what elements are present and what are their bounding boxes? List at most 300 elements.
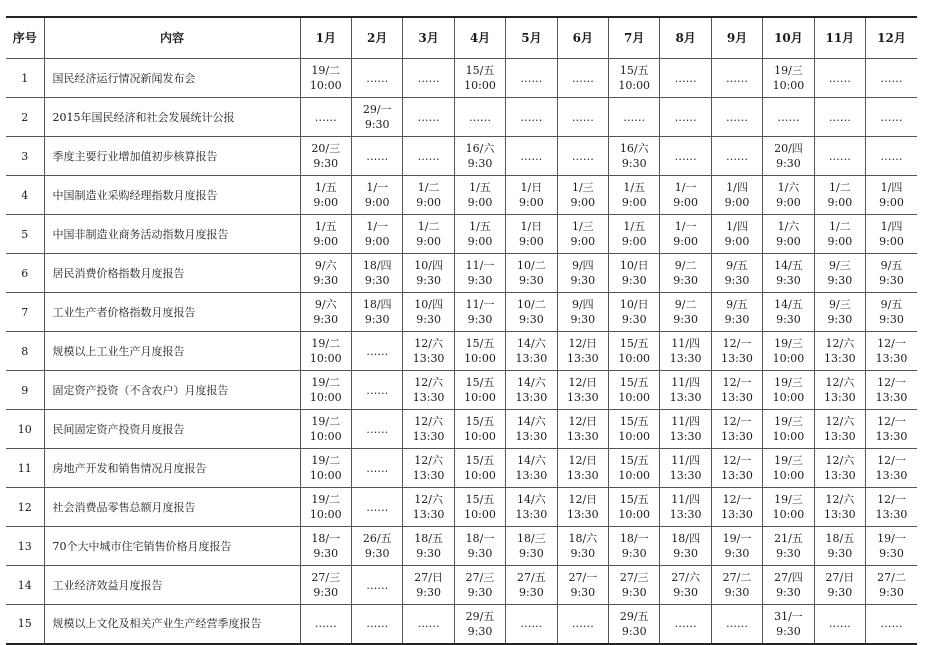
- schedule-cell-month-5: [506, 371, 557, 410]
- row-content: 70个大中城市住宅销售价格月度报告: [44, 527, 300, 566]
- schedule-cell-month-4: [454, 410, 505, 449]
- schedule-cell-month-12: [866, 254, 917, 293]
- no-release-marker: ……: [828, 110, 851, 124]
- release-time: 10:00: [772, 469, 805, 482]
- release-date: 12/日: [568, 454, 598, 467]
- release-time: 10:00: [464, 508, 496, 521]
- row-index: 9: [6, 371, 44, 410]
- release-date: 1/日: [520, 220, 543, 233]
- release-date: 10/四: [414, 259, 443, 272]
- schedule-cell-month-7: [609, 254, 660, 293]
- release-date: 12/六: [825, 493, 855, 506]
- schedule-cell-month-9: [711, 176, 762, 215]
- release-date: 1/五: [469, 181, 491, 194]
- schedule-cell-month-5: [506, 176, 557, 215]
- release-date: 1/四: [726, 220, 748, 233]
- release-date: 12/六: [414, 493, 443, 506]
- release-date: 11/一: [465, 298, 495, 311]
- schedule-cell-month-5: [506, 137, 557, 176]
- release-time: 9:00: [724, 196, 750, 209]
- schedule-cell-month-4: [454, 488, 505, 527]
- schedule-cell-month-1: [300, 527, 351, 566]
- schedule-cell-month-11: [814, 176, 865, 215]
- release-date: 9/五: [880, 298, 903, 311]
- release-date: 15/五: [619, 415, 649, 428]
- release-time: 10:00: [309, 430, 342, 443]
- release-date: 16/六: [465, 142, 495, 155]
- release-date: 18/一: [619, 532, 649, 545]
- schedule-cell-month-10: [763, 449, 814, 488]
- release-date: 12/日: [568, 493, 598, 506]
- header-content: 内容: [44, 17, 300, 59]
- release-time: 9:30: [673, 274, 698, 287]
- release-time: 13:30: [721, 391, 753, 404]
- release-time: 13:30: [823, 352, 856, 365]
- row-content: 工业生产者价格指数月度报告: [44, 293, 300, 332]
- schedule-cell-month-5: [506, 332, 557, 371]
- table-row: [6, 566, 917, 605]
- release-date: 9/三: [828, 259, 851, 272]
- schedule-cell-month-1: [300, 605, 351, 644]
- release-time: 13:30: [412, 391, 445, 404]
- schedule-cell-month-11: [814, 449, 865, 488]
- schedule-cell-month-2: [351, 605, 402, 644]
- release-time: 13:30: [515, 430, 548, 443]
- release-time: 13:30: [566, 469, 599, 482]
- release-date: 9/四: [571, 298, 594, 311]
- no-release-marker: ……: [417, 149, 440, 163]
- release-date: 14/六: [517, 376, 546, 389]
- release-time: 9:30: [879, 313, 904, 326]
- release-date: 12/一: [877, 493, 906, 506]
- table-row: [6, 98, 917, 137]
- no-release-marker: ……: [674, 110, 697, 124]
- schedule-cell-month-6: [557, 605, 608, 644]
- no-release-marker: ……: [726, 110, 749, 124]
- schedule-cell-month-10: [763, 176, 814, 215]
- release-time: 9:00: [776, 196, 801, 209]
- schedule-cell-month-3: [403, 98, 454, 137]
- header-month-10: 10月: [763, 17, 814, 59]
- release-time: 9:30: [776, 313, 801, 326]
- no-release-marker: ……: [571, 71, 594, 85]
- row-index: 1: [6, 59, 44, 98]
- schedule-cell-month-1: [300, 254, 351, 293]
- schedule-cell-month-10: [763, 215, 814, 254]
- release-time: 10:00: [464, 469, 496, 482]
- row-index: 7: [6, 293, 44, 332]
- table-row: [6, 527, 917, 566]
- release-date: 11/四: [671, 454, 700, 467]
- schedule-cell-month-11: [814, 332, 865, 371]
- release-time: 9:30: [621, 157, 647, 170]
- release-date: 15/五: [619, 454, 649, 467]
- release-date: 19/三: [774, 337, 803, 350]
- schedule-cell-month-4: [454, 176, 505, 215]
- release-time: 9:00: [621, 196, 647, 209]
- release-time: 9:30: [519, 313, 544, 326]
- schedule-cell-month-3: [403, 527, 454, 566]
- schedule-cell-month-3: [403, 488, 454, 527]
- schedule-cell-month-2: [351, 215, 402, 254]
- release-time: 13:30: [823, 430, 856, 443]
- release-date: 12/一: [877, 415, 906, 428]
- schedule-cell-month-11: [814, 137, 865, 176]
- schedule-cell-month-6: [557, 566, 608, 605]
- schedule-cell-month-4: [454, 371, 505, 410]
- row-content: 季度主要行业增加值初步核算报告: [44, 137, 300, 176]
- row-index: 6: [6, 254, 44, 293]
- schedule-cell-month-2: [351, 332, 402, 371]
- schedule-cell-month-4: [454, 293, 505, 332]
- release-time: 9:30: [827, 274, 853, 287]
- schedule-cell-month-4: [454, 605, 505, 644]
- no-release-marker: ……: [674, 617, 697, 631]
- schedule-cell-month-4: [454, 215, 505, 254]
- release-date: 12/六: [414, 454, 443, 467]
- schedule-cell-month-3: [403, 59, 454, 98]
- schedule-cell-month-9: [711, 566, 762, 605]
- release-time: 9:30: [364, 118, 390, 131]
- schedule-cell-month-11: [814, 410, 865, 449]
- no-release-marker: ……: [520, 617, 543, 631]
- schedule-cell-month-12: [866, 215, 917, 254]
- no-release-marker: ……: [417, 110, 440, 124]
- schedule-cell-month-1: [300, 215, 351, 254]
- release-date: 1/一: [674, 181, 697, 194]
- release-time: 13:30: [412, 352, 445, 365]
- no-release-marker: ……: [520, 71, 543, 85]
- release-time: 10:00: [309, 508, 342, 521]
- schedule-cell-month-9: [711, 371, 762, 410]
- schedule-cell-month-6: [557, 527, 608, 566]
- no-release-marker: ……: [880, 149, 903, 163]
- schedule-cell-month-1: [300, 293, 351, 332]
- row-index: 3: [6, 137, 44, 176]
- schedule-cell-month-9: [711, 527, 762, 566]
- release-time: 10:00: [772, 79, 805, 92]
- no-release-marker: ……: [366, 383, 389, 397]
- release-time: 9:30: [416, 313, 441, 326]
- schedule-cell-month-9: [711, 137, 762, 176]
- release-time: 10:00: [618, 430, 651, 443]
- release-time: 13:30: [875, 430, 908, 443]
- release-time: 9:30: [724, 547, 750, 560]
- schedule-cell-month-7: [609, 293, 660, 332]
- no-release-marker: ……: [314, 110, 337, 124]
- no-release-marker: ……: [571, 149, 594, 163]
- release-time: 13:30: [566, 391, 599, 404]
- release-time: 13:30: [669, 430, 702, 443]
- schedule-cell-month-9: [711, 449, 762, 488]
- release-date: 19/二: [311, 337, 341, 350]
- header-row: [6, 17, 917, 59]
- release-date: 1/五: [469, 220, 491, 233]
- release-date: 9/五: [726, 259, 748, 272]
- release-time: 10:00: [309, 469, 342, 482]
- release-date: 29/五: [619, 609, 649, 623]
- schedule-cell-month-7: [609, 371, 660, 410]
- schedule-cell-month-9: [711, 488, 762, 527]
- release-time: 9:30: [467, 157, 493, 170]
- no-release-marker: ……: [366, 71, 389, 85]
- release-time: 9:30: [519, 586, 544, 599]
- schedule-cell-month-8: [660, 410, 711, 449]
- schedule-cell-month-5: [506, 410, 557, 449]
- schedule-cell-month-3: [403, 449, 454, 488]
- schedule-cell-month-7: [609, 98, 660, 137]
- release-date: 18/四: [671, 532, 700, 545]
- schedule-cell-month-5: [506, 605, 557, 644]
- release-time: 9:30: [879, 274, 904, 287]
- schedule-cell-month-9: [711, 59, 762, 98]
- schedule-cell-month-5: [506, 449, 557, 488]
- header-idx: 序号: [6, 17, 44, 59]
- release-date: 12/一: [722, 337, 752, 350]
- header-month-6: 6月: [557, 17, 608, 59]
- schedule-cell-month-1: [300, 98, 351, 137]
- release-time: 9:00: [827, 235, 853, 248]
- schedule-cell-month-1: [300, 176, 351, 215]
- schedule-cell-month-3: [403, 137, 454, 176]
- release-time: 13:30: [412, 430, 445, 443]
- release-time: 9:00: [879, 196, 904, 209]
- release-time: 9:30: [364, 313, 390, 326]
- release-date: 9/四: [571, 259, 594, 272]
- release-date: 11/一: [465, 259, 495, 272]
- release-date: 10/二: [517, 259, 546, 272]
- schedule-cell-month-6: [557, 59, 608, 98]
- release-date: 12/一: [722, 415, 752, 428]
- schedule-cell-month-8: [660, 59, 711, 98]
- release-date: 11/四: [671, 337, 700, 350]
- header-month-4: 4月: [454, 17, 505, 59]
- schedule-cell-month-11: [814, 488, 865, 527]
- release-time: 9:30: [364, 274, 390, 287]
- release-time: 9:00: [416, 235, 441, 248]
- schedule-cell-month-12: [866, 605, 917, 644]
- release-time: 13:30: [721, 430, 753, 443]
- schedule-cell-month-12: [866, 98, 917, 137]
- release-time: 10:00: [772, 508, 805, 521]
- schedule-cell-month-11: [814, 293, 865, 332]
- release-date: 9/五: [880, 259, 903, 272]
- schedule-cell-month-4: [454, 98, 505, 137]
- release-date: 9/二: [674, 298, 697, 311]
- header-month-12: 12月: [866, 17, 917, 59]
- table-row: [6, 332, 917, 371]
- release-time: 13:30: [669, 469, 702, 482]
- table-row: [6, 59, 917, 98]
- release-date: 19/三: [774, 454, 803, 467]
- release-date: 21/五: [774, 532, 803, 545]
- release-date: 1/一: [366, 181, 389, 194]
- release-time: 9:30: [827, 586, 853, 599]
- release-date: 14/六: [517, 415, 546, 428]
- release-time: 10:00: [772, 391, 805, 404]
- no-release-marker: ……: [623, 110, 646, 124]
- release-date: 11/四: [671, 493, 700, 506]
- release-date: 12/日: [568, 415, 598, 428]
- row-index: 12: [6, 488, 44, 527]
- release-date: 12/一: [722, 454, 752, 467]
- schedule-cell-month-11: [814, 59, 865, 98]
- table-row: [6, 176, 917, 215]
- row-content: 国民经济运行情况新闻发布会: [44, 59, 300, 98]
- release-time: 13:30: [875, 352, 908, 365]
- release-time: 13:30: [823, 391, 856, 404]
- release-time: 9:30: [724, 586, 750, 599]
- schedule-cell-month-7: [609, 215, 660, 254]
- schedule-cell-month-11: [814, 527, 865, 566]
- release-time: 10:00: [772, 352, 805, 365]
- release-time: 9:30: [621, 624, 647, 638]
- release-date: 12/六: [825, 454, 855, 467]
- table-row: [6, 449, 917, 488]
- release-date: 29/一: [362, 103, 392, 116]
- row-content: 规模以上文化及相关产业生产经营季度报告: [44, 605, 300, 644]
- table-row: [6, 410, 917, 449]
- release-time: 10:00: [618, 352, 651, 365]
- release-date: 19/二: [311, 376, 341, 389]
- release-date: 18/五: [414, 532, 443, 545]
- release-date: 16/六: [619, 142, 649, 155]
- release-time: 13:30: [515, 469, 548, 482]
- release-time: 9:30: [776, 586, 801, 599]
- release-time: 10:00: [464, 430, 496, 443]
- schedule-cell-month-12: [866, 371, 917, 410]
- schedule-cell-month-6: [557, 410, 608, 449]
- schedule-cell-month-12: [866, 332, 917, 371]
- release-time: 9:00: [313, 235, 339, 248]
- release-date: 15/五: [465, 415, 495, 428]
- release-time: 9:30: [313, 313, 339, 326]
- release-date: 15/五: [465, 454, 495, 467]
- release-date: 18/一: [311, 532, 341, 545]
- release-date: 27/三: [619, 571, 649, 584]
- release-time: 13:30: [566, 352, 599, 365]
- row-index: 11: [6, 449, 44, 488]
- release-time: 9:00: [519, 235, 544, 248]
- release-date: 9/三: [828, 298, 851, 311]
- no-release-marker: ……: [366, 461, 389, 475]
- schedule-cell-month-3: [403, 254, 454, 293]
- release-time: 9:30: [570, 586, 596, 599]
- release-time: 9:00: [673, 196, 698, 209]
- schedule-cell-month-8: [660, 527, 711, 566]
- schedule-cell-month-4: [454, 449, 505, 488]
- release-time: 9:00: [570, 235, 596, 248]
- release-time: 9:00: [467, 196, 493, 209]
- release-date: 1/二: [417, 181, 440, 194]
- release-time: 9:30: [827, 313, 853, 326]
- release-date: 18/六: [568, 532, 598, 545]
- schedule-cell-month-7: [609, 176, 660, 215]
- no-release-marker: ……: [880, 71, 903, 85]
- release-time: 10:00: [618, 469, 651, 482]
- release-date: 31/一: [774, 609, 803, 623]
- schedule-cell-month-3: [403, 605, 454, 644]
- schedule-cell-month-4: [454, 137, 505, 176]
- release-time: 9:00: [313, 196, 339, 209]
- schedule-cell-month-8: [660, 176, 711, 215]
- release-date: 14/六: [517, 454, 546, 467]
- release-date: 1/二: [828, 181, 851, 194]
- row-content: 工业经济效益月度报告: [44, 566, 300, 605]
- schedule-cell-month-11: [814, 98, 865, 137]
- schedule-cell-month-1: [300, 371, 351, 410]
- release-date: 19/一: [877, 532, 906, 545]
- no-release-marker: ……: [726, 617, 749, 631]
- release-time: 13:30: [566, 430, 599, 443]
- release-date: 1/日: [520, 181, 543, 194]
- schedule-cell-month-3: [403, 566, 454, 605]
- schedule-cell-month-7: [609, 59, 660, 98]
- schedule-cell-month-10: [763, 371, 814, 410]
- release-date: 9/二: [674, 259, 697, 272]
- row-content: 规模以上工业生产月度报告: [44, 332, 300, 371]
- release-time: 13:30: [823, 469, 856, 482]
- header-month-11: 11月: [814, 17, 865, 59]
- release-date: 14/六: [517, 337, 546, 350]
- release-date: 15/五: [619, 493, 649, 506]
- release-schedule-table: [6, 16, 917, 645]
- release-date: 18/一: [465, 532, 495, 545]
- schedule-cell-month-8: [660, 332, 711, 371]
- release-date: 20/四: [774, 142, 803, 155]
- table-body: [6, 59, 917, 644]
- release-time: 9:30: [776, 624, 801, 638]
- release-date: 19/三: [774, 376, 803, 389]
- schedule-cell-month-8: [660, 371, 711, 410]
- schedule-cell-month-11: [814, 215, 865, 254]
- release-date: 27/四: [774, 571, 803, 584]
- release-time: 9:30: [467, 547, 493, 560]
- schedule-cell-month-10: [763, 59, 814, 98]
- release-time: 9:30: [467, 586, 493, 599]
- release-date: 11/四: [671, 415, 700, 428]
- header-month-5: 5月: [506, 17, 557, 59]
- release-date: 12/六: [414, 415, 443, 428]
- release-time: 10:00: [618, 391, 651, 404]
- release-time: 9:00: [879, 235, 904, 248]
- release-time: 10:00: [772, 430, 805, 443]
- release-date: 1/五: [314, 181, 337, 194]
- schedule-cell-month-12: [866, 449, 917, 488]
- release-date: 27/三: [311, 571, 341, 584]
- schedule-cell-month-9: [711, 410, 762, 449]
- schedule-cell-month-2: [351, 59, 402, 98]
- schedule-cell-month-12: [866, 137, 917, 176]
- release-time: 13:30: [823, 508, 856, 521]
- schedule-cell-month-4: [454, 566, 505, 605]
- schedule-cell-month-4: [454, 59, 505, 98]
- release-time: 13:30: [566, 508, 599, 521]
- schedule-cell-month-2: [351, 488, 402, 527]
- schedule-cell-month-6: [557, 98, 608, 137]
- schedule-cell-month-6: [557, 371, 608, 410]
- schedule-cell-month-12: [866, 488, 917, 527]
- release-date: 9/六: [314, 298, 337, 311]
- release-date: 1/三: [571, 220, 594, 233]
- release-date: 9/六: [314, 259, 337, 272]
- schedule-cell-month-5: [506, 98, 557, 137]
- row-index: 13: [6, 527, 44, 566]
- release-time: 13:30: [515, 508, 548, 521]
- release-date: 19/一: [722, 532, 752, 545]
- schedule-cell-month-10: [763, 488, 814, 527]
- row-index: 8: [6, 332, 44, 371]
